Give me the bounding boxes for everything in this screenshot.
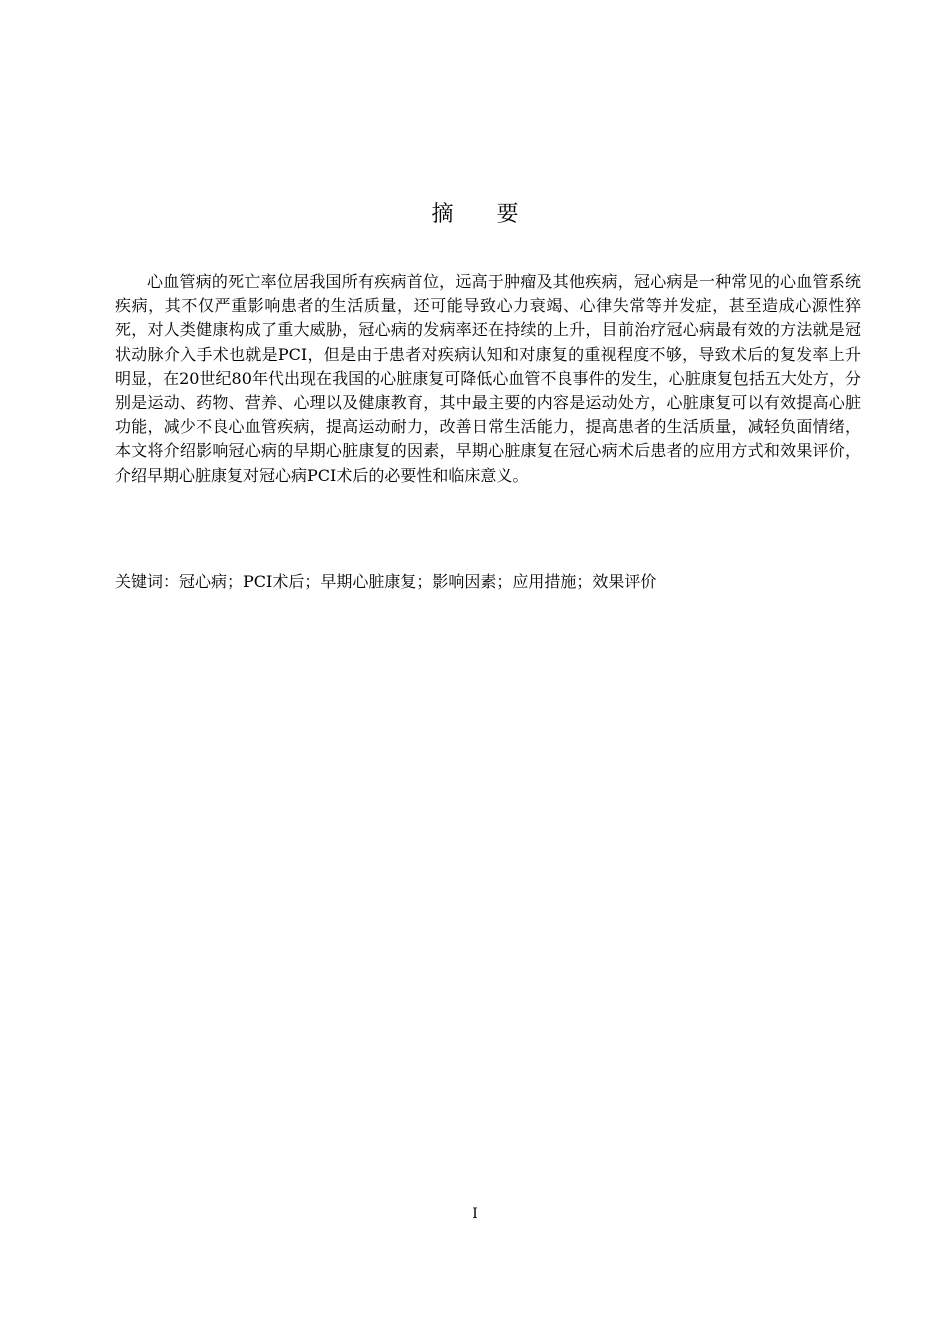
abstract-paragraph: 心血管病的死亡率位居我国所有疾病首位，远高于肿瘤及其他疾病，冠心病是一种常见的心血管系统疾病，其不仅严重影响患者的生活质量，还可能导致心力衰竭、心律失常等并发症，甚至造成心源性猝死，对人类健康构成了重大威胁，冠心病的发病率还在持续的上升，目前治疗冠心病最有效的方法就是冠状动脉介入手术也就是PCI，但是由于患者对疾病认知和对康复的重视程度不够，导致术后的复发率上升明显，在20世纪80年代出现在我国的心脏康复可降低心血管不良事件的发生，心脏康复包括五大处方，分别是运动、药物、营养、心理以及健康教育，其中最主要的内容是运动处方，心脏康复可以有效提高心脏功能，减少不良心血管疾病，提高运动耐力，改善日常生活能力，提高患者的生活质量，减轻负面情绪，本文将介绍影响冠心病的早期心脏康复的因素，早期心脏康复在冠心病术后患者的应用方式和效果评价，介绍早期心脏康复对冠心病PCI术后的必要性和临床意义。	[115, 272, 861, 485]
keywords-line	[115, 569, 861, 595]
page-title: 摘 要	[431, 202, 537, 227]
keywords-text: 冠心病；PCI术后；早期心脏康复；影响因素；应用措施；效果评价	[179, 572, 657, 591]
page-number: I	[472, 1206, 478, 1222]
keywords-label: 关键词：	[115, 572, 180, 591]
